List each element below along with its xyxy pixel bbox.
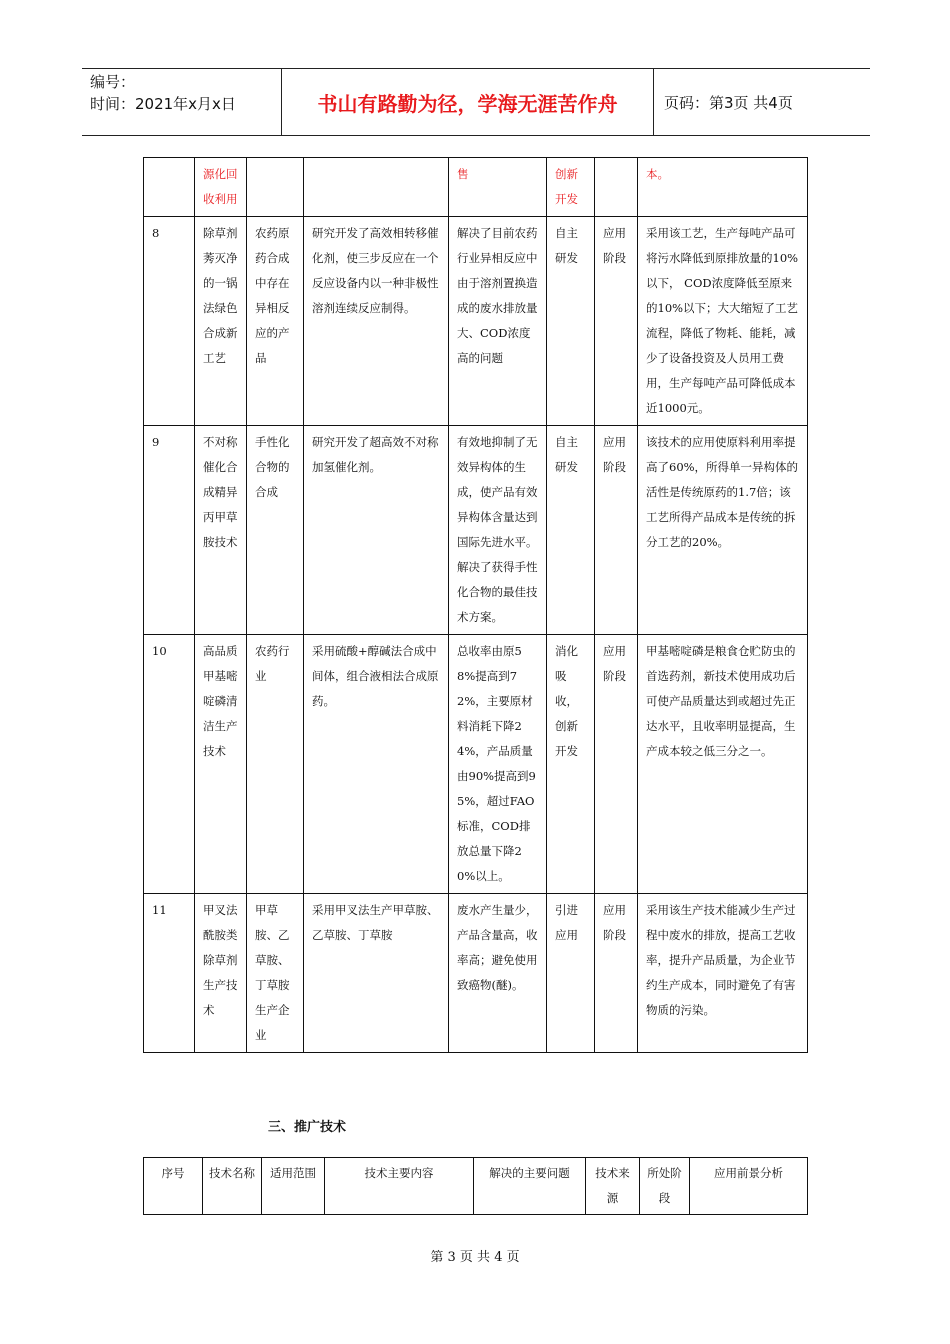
tech-prospect: 采用该工艺，生产每吨产品可将污水降低到原排放量的10%以下， COD浓度降低至原来的10%以下；大大缩短了工艺流程，降低了物耗、能耗，减少了设备投资及人员用工费用，生产每吨产品可降低成本近1000元。	[638, 217, 808, 426]
row-index: 8	[144, 217, 195, 426]
tech-stage: 应用阶段	[595, 894, 638, 1053]
column-header: 序号	[144, 1158, 203, 1215]
tech-name: 高品质甲基嘧啶磷清洁生产技术	[195, 635, 247, 894]
header-page-info: 页码：第3页 共4页	[664, 93, 793, 112]
tech-problem: 解决了目前农药行业异相反应中由于溶剂置换造成的废水排放量大、COD浓度高的问题	[449, 217, 547, 426]
tech-prospect: 本。	[638, 158, 808, 217]
tech-problem: 有效地抑制了无效异构体的生成，使产品有效异构体含量达到国际先进水平。解决了获得手性化合物的最佳技术方案。	[449, 426, 547, 635]
column-header: 解决的主要问题	[474, 1158, 586, 1215]
tech-name: 甲叉法酰胺类除草剂生产技术	[195, 894, 247, 1053]
row-index: 11	[144, 894, 195, 1053]
tech-stage: 应用阶段	[595, 217, 638, 426]
tech-source: 消化吸收，创新开发	[547, 635, 595, 894]
tech-content: 研究开发了高效相转移催化剂，使三步反应在一个反应设备内以一种非极性溶剂连续反应制得。	[304, 217, 449, 426]
tech-scope: 甲草胺、乙草胺、丁草胺生产企业	[247, 894, 304, 1053]
page-header	[82, 68, 870, 136]
section-title: 三、推广技术	[268, 1120, 347, 1135]
tech-prospect: 该技术的应用使原料利用率提高了60%，所得单一异构体的活性是传统原药的1.7倍；该工艺所得产品成本是传统的拆分工艺的20%。	[638, 426, 808, 635]
promotion-table	[143, 1157, 808, 1215]
column-header: 应用前景分析	[690, 1158, 808, 1215]
tech-content	[304, 158, 449, 217]
doc-date: 时间：2021年x月x日	[90, 95, 236, 113]
table-header-row	[144, 1158, 808, 1215]
tech-stage: 应用阶段	[595, 635, 638, 894]
tech-name: 除草剂莠灭净的一锅法绿色合成新工艺	[195, 217, 247, 426]
tech-source: 创新开发	[547, 158, 595, 217]
table-row	[144, 426, 808, 635]
tech-stage	[595, 158, 638, 217]
row-index	[144, 158, 195, 217]
tech-source: 自主研发	[547, 426, 595, 635]
technology-table	[143, 157, 808, 1053]
tech-source: 自主研发	[547, 217, 595, 426]
tech-problem: 总收率由原58%提高到72%，主要原材料消耗下降24%，产品质量由90%提高到95%，超过FAO标准，COD排放总量下降20%以上。	[449, 635, 547, 894]
tech-scope: 农药行业	[247, 635, 304, 894]
doc-number-label: 编号：	[90, 73, 136, 91]
table-row	[144, 217, 808, 426]
table-row	[144, 635, 808, 894]
tech-name: 不对称催化合成精异丙甲草胺技术	[195, 426, 247, 635]
tech-scope: 农药原药合成中存在异相反应的产品	[247, 217, 304, 426]
tech-stage: 应用阶段	[595, 426, 638, 635]
table-row	[144, 158, 808, 217]
column-header: 技术来源	[586, 1158, 640, 1215]
tech-problem: 废水产生量少，产品含量高，收率高；避免使用致癌物(醚)。	[449, 894, 547, 1053]
tech-content: 采用甲叉法生产甲草胺、乙草胺、丁草胺	[304, 894, 449, 1053]
tech-scope	[247, 158, 304, 217]
row-index: 9	[144, 426, 195, 635]
header-left	[90, 71, 280, 115]
column-header: 适用范围	[262, 1158, 325, 1215]
page-footer: 第 3 页 共 4 页	[430, 1250, 520, 1265]
tech-content: 研究开发了超高效不对称加氢催化剂。	[304, 426, 449, 635]
header-motto: 书山有路勤为径，学海无涯苦作舟	[317, 91, 618, 116]
tech-scope: 手性化合物的合成	[247, 426, 304, 635]
column-header: 所处阶段	[640, 1158, 690, 1215]
table-row	[144, 894, 808, 1053]
tech-problem: 售	[449, 158, 547, 217]
tech-name: 源化回收利用	[195, 158, 247, 217]
column-header: 技术主要内容	[325, 1158, 474, 1215]
tech-prospect: 甲基嘧啶磷是粮食仓贮防虫的首选药剂，新技术使用成功后可使产品质量达到或超过先正达水平，且收率明显提高，生产成本较之低三分之一。	[638, 635, 808, 894]
column-header: 技术名称	[203, 1158, 262, 1215]
header-divider	[653, 69, 654, 135]
tech-content: 采用硫酸+醇碱法合成中间体，组合液相法合成原药。	[304, 635, 449, 894]
tech-prospect: 采用该生产技术能减少生产过程中废水的排放，提高工艺收率，提升产品质量，为企业节约生产成本，同时避免了有害物质的污染。	[638, 894, 808, 1053]
tech-source: 引进应用	[547, 894, 595, 1053]
row-index: 10	[144, 635, 195, 894]
